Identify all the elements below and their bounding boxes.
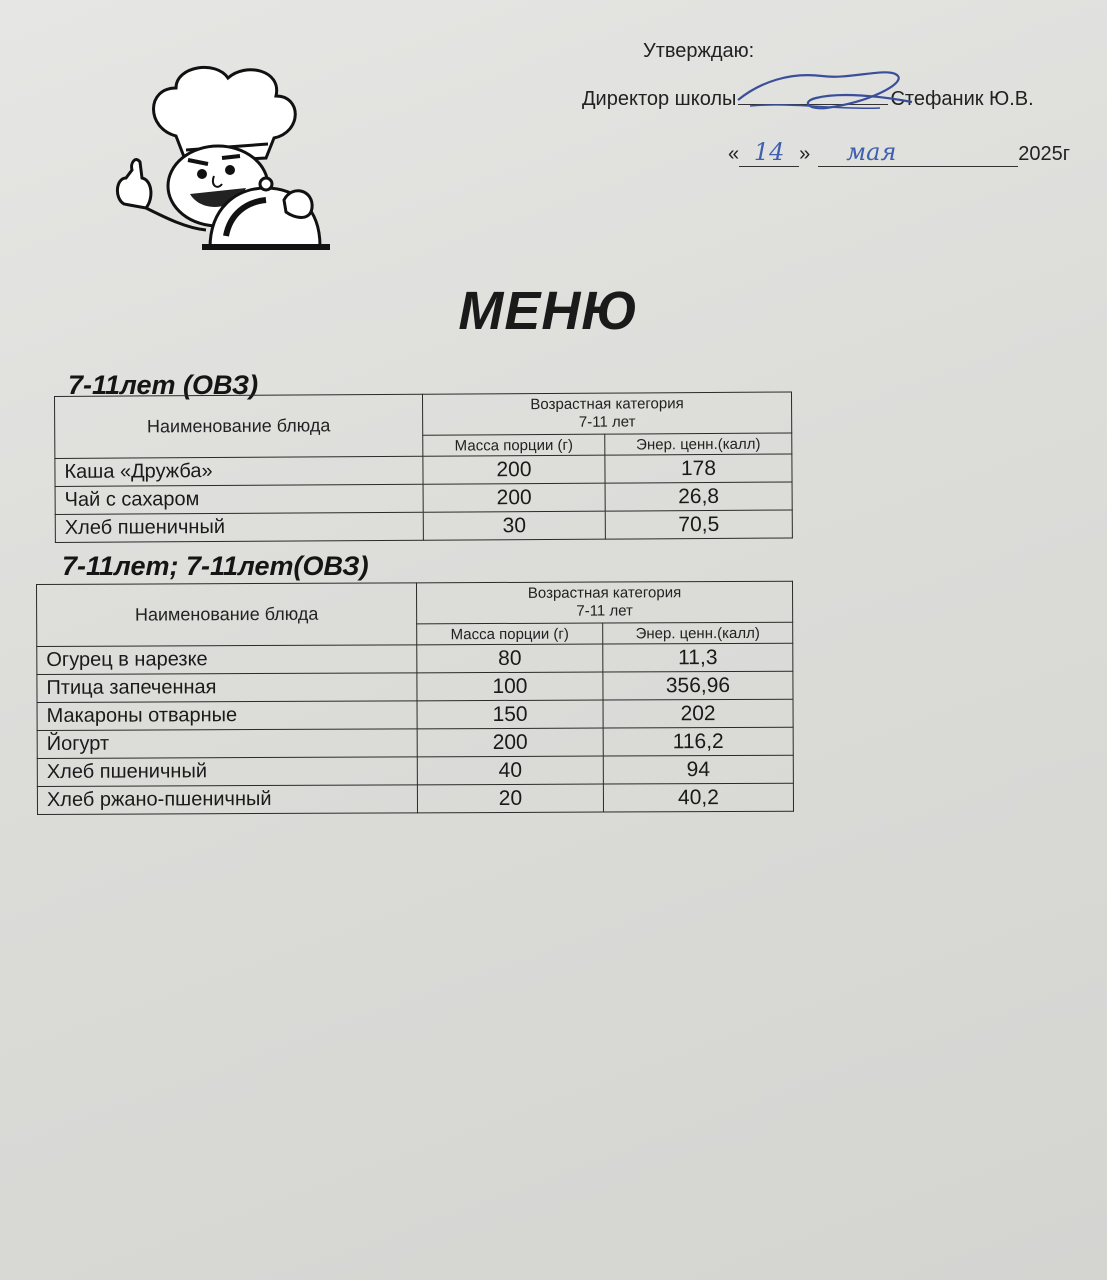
header-category-line1: Возрастная категория [527, 584, 682, 602]
header-dish: Наименование блюда [55, 394, 423, 458]
header-dish: Наименование блюда [37, 583, 417, 647]
dish-energy: 356,96 [603, 671, 793, 700]
section-title-2: 7-11лет; 7-11лет(ОВЗ) [62, 551, 369, 581]
dish-energy: 178 [605, 454, 792, 483]
table-row [37, 755, 793, 786]
dish-name: Йогурт [37, 729, 417, 759]
approval-title: Утверждаю: [643, 40, 755, 62]
table-row [37, 727, 793, 758]
chef-logo-icon [106, 58, 336, 254]
handwritten-signature-icon [730, 62, 920, 122]
date-month: мая [818, 138, 1018, 167]
dish-mass: 200 [423, 483, 605, 512]
date-open-quote: « [728, 143, 740, 165]
dish-energy: 26,8 [605, 482, 792, 511]
approval-date [728, 138, 1070, 167]
table-row [37, 643, 793, 674]
director-position: Директор школы [582, 88, 737, 110]
dish-name: Каша «Дружба» [55, 456, 423, 486]
table-row [55, 510, 792, 543]
table-row [37, 783, 793, 814]
table-row [55, 482, 792, 515]
header-category [416, 581, 792, 624]
dish-mass: 40 [417, 756, 603, 785]
header-mass: Масса порции (г) [423, 434, 605, 456]
dish-energy: 202 [603, 699, 793, 728]
dish-name: Макароны отварные [37, 701, 417, 731]
dish-mass: 200 [417, 728, 603, 757]
dish-name: Огурец в нарезке [37, 645, 417, 675]
dish-name: Птица запеченная [37, 673, 417, 703]
header-category-line2: 7-11 лет [576, 602, 633, 620]
dish-name: Хлеб пшеничный [55, 512, 423, 542]
table-row [55, 454, 792, 487]
dish-mass: 30 [423, 511, 605, 540]
header-category-line1: Возрастная категория [530, 395, 684, 414]
dish-mass: 80 [417, 644, 603, 673]
dish-mass: 150 [417, 700, 603, 729]
date-day: 14 [739, 138, 799, 167]
date-close-quote: » [799, 143, 811, 165]
dish-energy: 70,5 [605, 510, 792, 539]
section-title-1: 7-11лет (ОВЗ) [68, 370, 259, 400]
dish-energy: 94 [603, 755, 793, 784]
dish-energy: 11,3 [603, 643, 793, 672]
date-year: 2025г [1018, 143, 1071, 165]
page-title: МЕНЮ [458, 281, 639, 341]
dish-energy: 116,2 [603, 727, 793, 756]
table-row [37, 699, 793, 730]
dish-name: Чай с сахаром [55, 484, 423, 514]
dish-mass: 100 [417, 672, 603, 701]
dish-name: Хлеб пшеничный [37, 757, 417, 787]
menu-table-2 [36, 581, 794, 815]
header-mass: Масса порции (г) [417, 623, 603, 645]
header-energy: Энер. ценн.(калл) [603, 622, 793, 644]
dish-energy: 40,2 [603, 783, 793, 812]
dish-mass: 200 [423, 455, 605, 484]
header-category [422, 392, 791, 435]
menu-table-1 [54, 391, 793, 543]
header-energy: Энер. ценн.(калл) [605, 433, 792, 455]
table-row [37, 671, 793, 702]
dish-name: Хлеб ржано-пшеничный [37, 785, 417, 815]
director-name: Стефаник Ю.В. [890, 88, 1034, 110]
header-category-line2: 7-11 лет [578, 413, 636, 431]
dish-mass: 20 [417, 784, 603, 813]
